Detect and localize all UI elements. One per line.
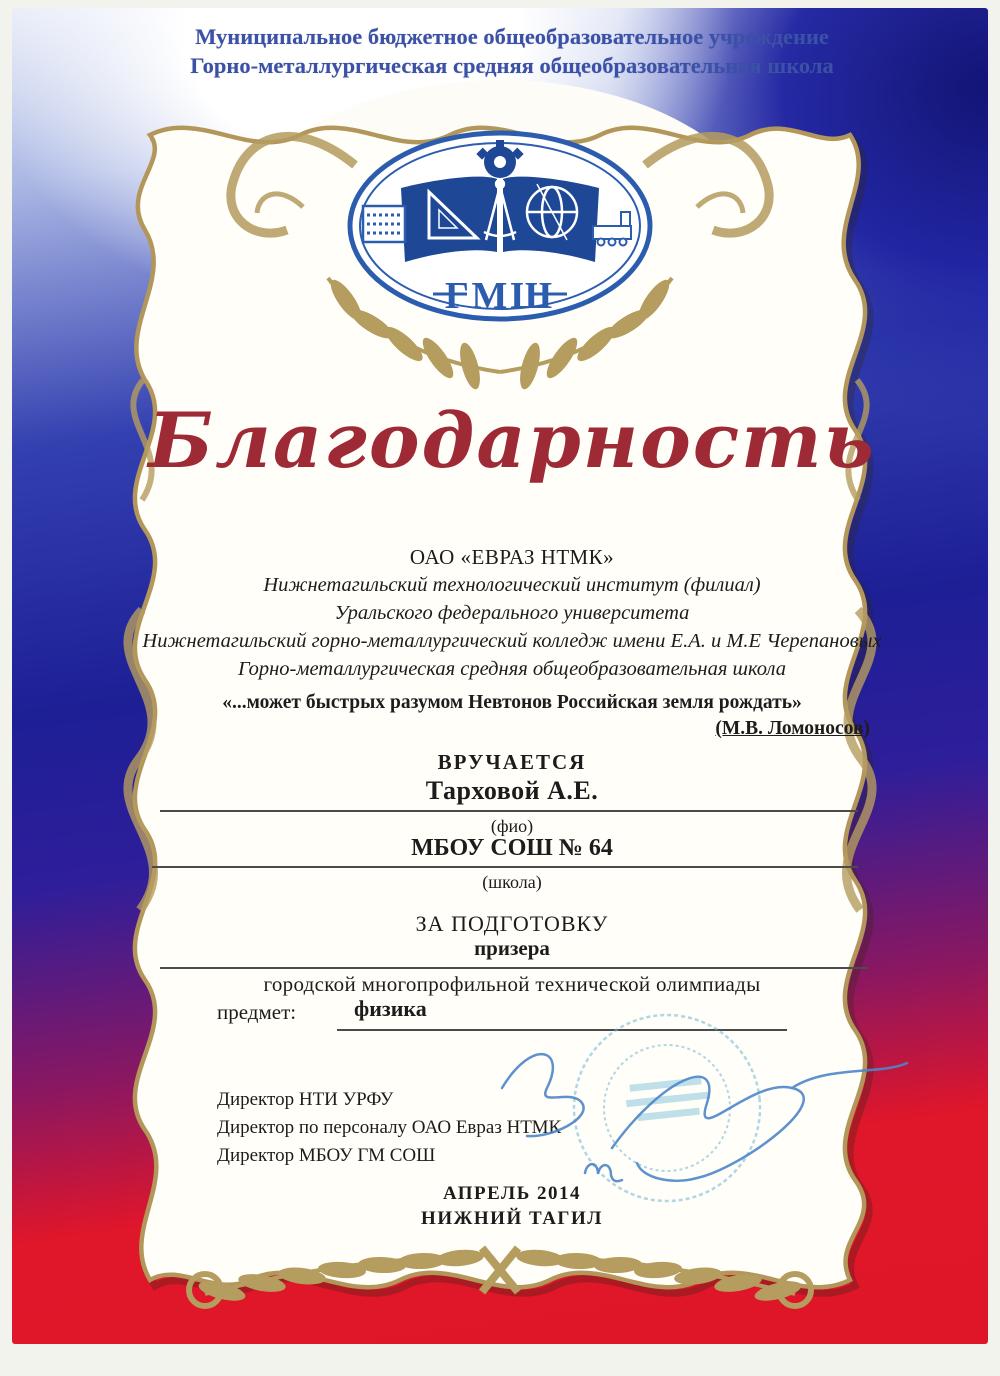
signatory-title: Директор по персоналу ОАО Евраз НТМК	[217, 1117, 562, 1138]
building-icon	[363, 206, 405, 242]
organization-line: Уральского федерального университета	[334, 602, 690, 624]
footer-date: АПРЕЛЬ 2014	[442, 1183, 582, 1204]
achievement-value: призера	[474, 936, 550, 960]
signatory-title: Директор МБОУ ГМ СОШ	[217, 1145, 436, 1166]
recipient-caption: (фио)	[490, 816, 534, 836]
organization-line: ОАО «ЕВРАЗ НТМК»	[409, 545, 615, 569]
subject-label: предмет:	[217, 1000, 297, 1024]
presented-label: ВРУЧАЕТСЯ	[437, 750, 587, 774]
certificate-title: Благодарность	[148, 396, 876, 485]
header-line-1: Муниципальное бюджетное общеобразовательное учреждение	[195, 24, 829, 49]
organization-line: Горно-металлургическая средняя общеобразовательная школа	[238, 658, 786, 680]
rule-line-achievement	[160, 967, 868, 969]
footer-city: НИЖНИЙ ТАГИЛ	[421, 1208, 603, 1229]
signatory-title: Директор НТИ УРФУ	[217, 1089, 394, 1110]
recipient-name: Тарховой А.Е.	[425, 776, 599, 805]
quote-text: «...может быстрых разумом Невтонов Российская земля рождать»	[222, 692, 802, 713]
header-line-2: Горно-металлургическая средняя общеобразовательная школа	[190, 53, 834, 78]
school-value: МБОУ СОШ № 64	[411, 835, 613, 861]
certificate	[12, 8, 988, 1344]
signature-ink	[502, 1054, 907, 1181]
logo-abbr: ГМШ	[444, 275, 556, 317]
rule-line-school	[152, 866, 858, 868]
rule-line-fio	[160, 810, 858, 812]
for-label: ЗА ПОДГОТОВКУ	[415, 911, 609, 936]
organization-line: Нижнетагильский технологический институт (филиал)	[263, 574, 761, 596]
school-caption: (школа)	[482, 872, 542, 892]
event-name: городской многопрофильной технической олимпиады	[263, 972, 761, 996]
quote-author: (М.В. Ломоносов)	[715, 718, 870, 739]
organization-line: Нижнетагильский горно-металлургический колледж имени Е.А. и М.Е Черепановых	[142, 630, 882, 652]
subject-value: физика	[354, 996, 427, 1021]
school-logo	[345, 128, 655, 328]
